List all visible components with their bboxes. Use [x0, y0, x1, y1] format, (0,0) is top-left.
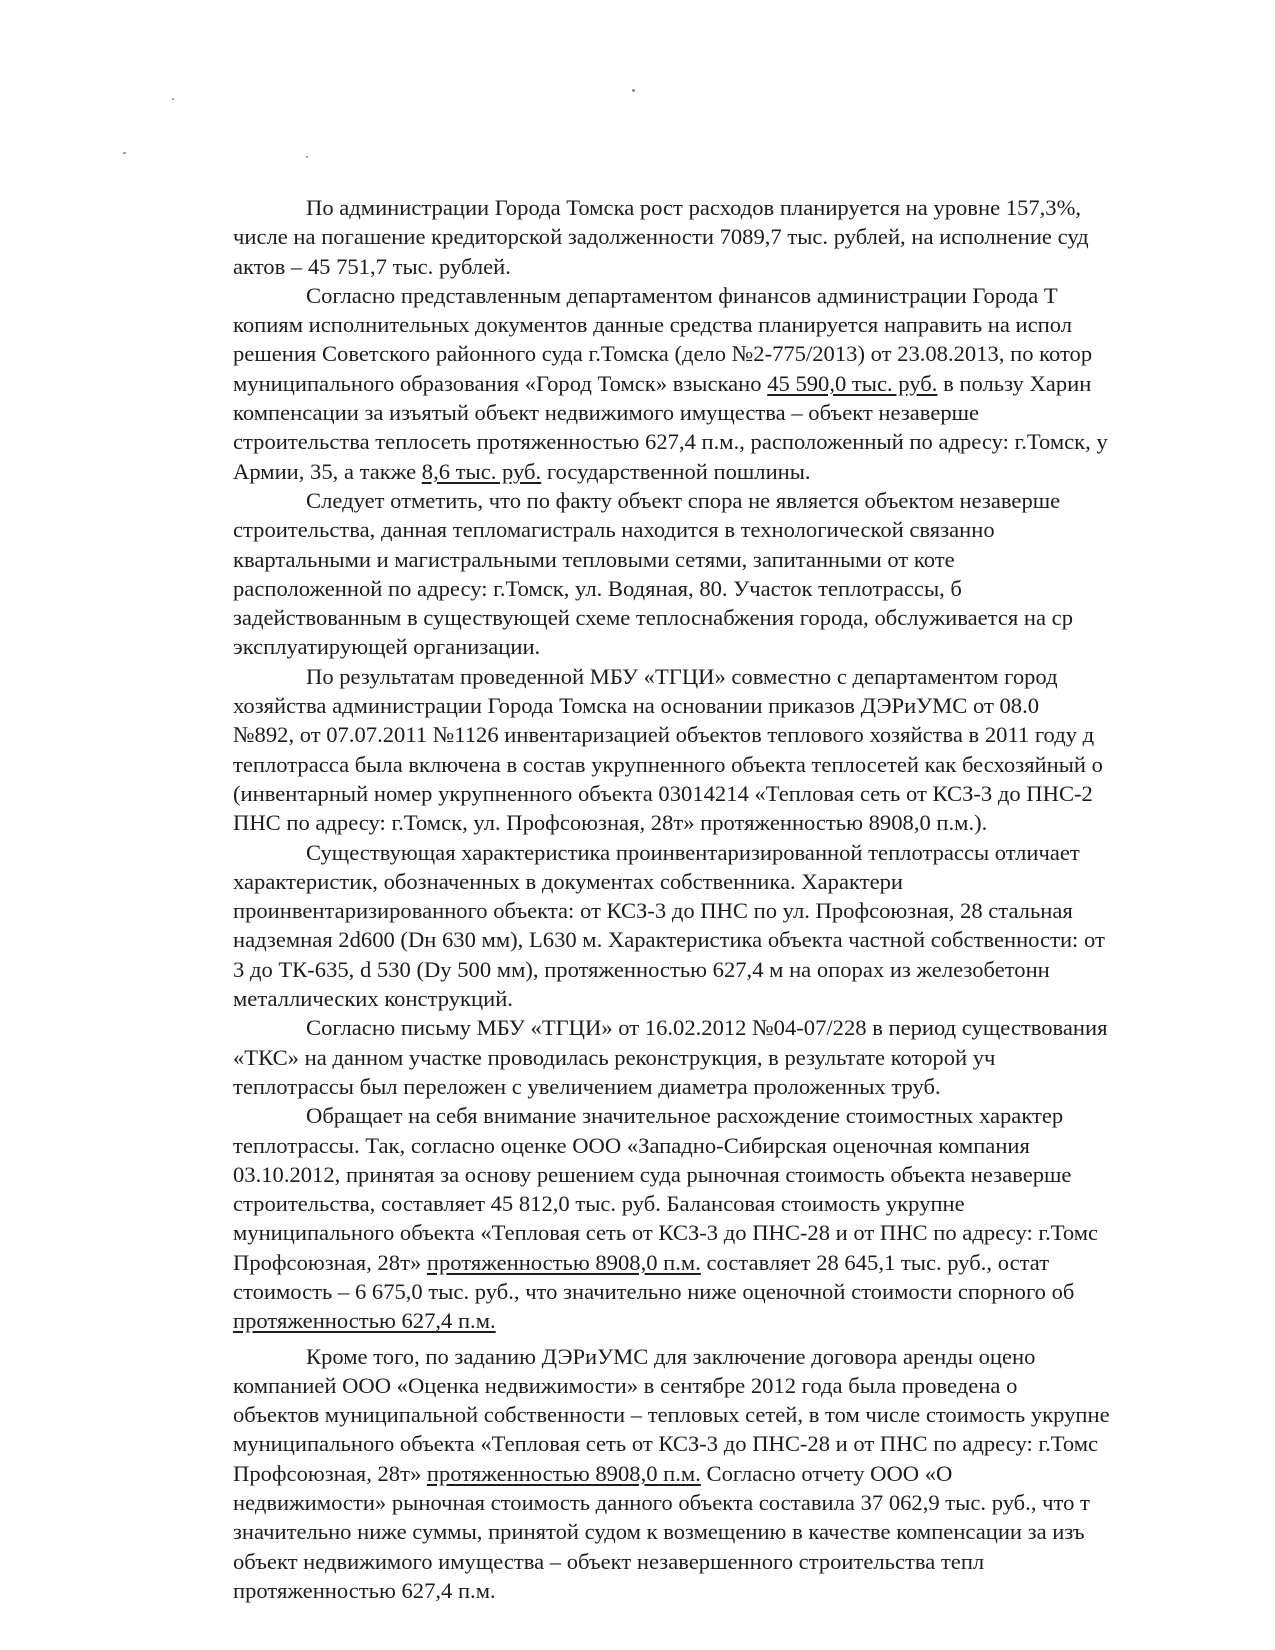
underlined-text: 45 590,0 тыс. руб.	[767, 370, 938, 396]
text-line: копиям исполнительных документов данные средства планируется направить на испол	[233, 312, 1073, 338]
paragraph	[233, 1342, 1275, 1606]
underlined-text: 8,6 тыс. руб.	[421, 458, 542, 484]
text-line: Кроме того, по заданию ДЭРиУМС для заключение договора аренды оцено	[306, 1343, 1036, 1369]
text-line: «ТКС» на данном участке проводилась реконструкция, в результате которой уч	[233, 1044, 996, 1070]
text-line: Профсоюзная, 28т» протяженностью 8908,0 п.м. Согласно отчету ООО «О	[233, 1460, 953, 1486]
text-line: По результатам проведенной МБУ «ТГЦИ» совместно с департаментом город	[306, 663, 1058, 689]
text-line	[160, 1306, 1275, 1335]
text-line: проинвентаризированного объекта: от КСЗ-3 до ПНС по ул. Профсоюзная, 28 стальная	[233, 898, 1073, 924]
text-line: 3 до ТК-635, d 530 (Dy 500 мм), протяженностью 627,4 м на опорах из железобетонн	[233, 956, 1050, 982]
text-line: строительства, данная тепломагистраль находится в технологической связанно	[233, 517, 995, 543]
paragraph	[233, 838, 1275, 1014]
text-line: №892, от 07.07.2011 №1126 инвентаризацией объектов теплового хозяйства в 2011 году д	[233, 722, 1095, 748]
underlined-text: протяженностью 8908,0 п.м.	[426, 1460, 701, 1486]
text-line: строительства, составляет 45 812,0 тыс. руб. Балансовая стоимость укрупне	[233, 1191, 965, 1217]
text-line: муниципального объекта «Тепловая сеть от КСЗ-3 до ПНС-28 и от ПНС по адресу: г.Томс	[233, 1220, 1099, 1246]
text-line: По администрации Города Томска рост расходов планируется на уровне 157,3%,	[306, 195, 1082, 220]
scan-speck	[123, 152, 126, 154]
text-line: характеристик, обозначенных в документах собственника. Характери	[233, 868, 903, 894]
text-line: Профсоюзная, 28т» протяженностью 8908,0 п.м. составляет 28 645,1 тыс. руб., остат	[233, 1249, 1050, 1275]
paragraph	[233, 281, 1275, 486]
text-line: задействованным в существующей схеме теплоснабжения города, обслуживается на ср	[233, 605, 1073, 631]
text-line: протяженностью 627,4 п.м.	[233, 1577, 496, 1603]
text-line: объект недвижимого имущества – объект незавершенного строительства тепл	[233, 1548, 985, 1574]
paragraph	[233, 486, 1275, 662]
text-line: квартальными и магистральными тепловыми сетями, запитанными от коте	[233, 546, 955, 572]
text-line: строительства теплосеть протяженностью 627,4 п.м., расположенный по адресу: г.Томск, у	[233, 429, 1108, 455]
text-line: ПНС по адресу: г.Томск, ул. Профсоюзная, 28т» протяженностью 8908,0 п.м.).	[233, 810, 988, 836]
text-line: Следует отметить, что по факту объект спора не является объектом незаверше	[306, 487, 1061, 513]
text-line: теплотрасса была включена в состав укрупненного объекта теплосетей как бесхозяйный о	[233, 751, 1103, 777]
text-line: муниципального объекта «Тепловая сеть от КСЗ-3 до ПНС-28 и от ПНС по адресу: г.Томс	[233, 1431, 1099, 1457]
text-line: Обращает на себя внимание значительное расхождение стоимостных характер	[306, 1103, 1064, 1129]
scan-speck	[632, 89, 635, 92]
text-line: числе на погашение кредиторской задолженности 7089,7 тыс. рублей, на исполнение суд	[233, 224, 1089, 250]
text-line: муниципального образования «Город Томск» взыскано 45 590,0 тыс. руб. в пользу Харин	[233, 370, 1092, 396]
text-line: Армии, 35, а также 8,6 тыс. руб. государственной пошлины.	[233, 458, 811, 484]
paragraph	[233, 193, 1275, 281]
text-line: компенсации за изъятый объект недвижимого имущества – объект незаверше	[233, 400, 980, 426]
paragraph	[233, 662, 1275, 838]
text-line: теплотрассы был переложен с увеличением диаметра проложенных труб.	[233, 1073, 941, 1099]
text-line: эксплуатирующей организации.	[233, 634, 541, 660]
paragraph	[233, 1101, 1275, 1335]
text-line: значительно ниже суммы, принятой судом к возмещению в качестве компенсации за изъ	[233, 1519, 1085, 1545]
text-line: металлических конструкций.	[233, 986, 513, 1012]
scan-speck	[306, 156, 308, 158]
text-line: актов – 45 751,7 тыс. рублей.	[233, 253, 511, 279]
paragraph	[233, 1013, 1275, 1101]
scan-speck	[172, 98, 174, 100]
text-line: Согласно представленным департаментом финансов администрации Города Т	[306, 282, 1058, 308]
text-line: Согласно письму МБУ «ТГЦИ» от 16.02.2012 №04-07/228 в период существования	[306, 1015, 1108, 1041]
text-line: хозяйства администрации Города Томска на основании приказов ДЭРиУМС от 08.0	[233, 693, 1040, 719]
underlined-text: протяженностью 8908,0 п.м.	[426, 1249, 701, 1275]
text-line: недвижимости» рыночная стоимость данного объекта составила 37 062,9 тыс. руб., что т	[233, 1490, 1090, 1516]
text-line: 03.10.2012, принятая за основу решением суда рыночная стоимость объекта незаверше	[233, 1161, 1072, 1187]
text-line: теплотрассы. Так, согласно оценке ООО «Западно-Сибирская оценочная компания	[233, 1132, 1030, 1158]
text-line: решения Советского районного суда г.Томска (дело №2-775/2013) от 23.08.2013, по котор	[233, 341, 1093, 367]
text-line: Существующая характеристика проинвентаризированной теплотрассы отличает	[306, 839, 1080, 865]
text-line: компанией ООО «Оценка недвижимости» в сентябре 2012 года была проведена о	[233, 1372, 1018, 1398]
text-line: стоимость – 6 675,0 тыс. руб., что значительно ниже оценочной стоимости спорного об	[233, 1278, 1075, 1304]
document-page	[233, 193, 1275, 1605]
text-line: расположенной по адресу: г.Томск, ул. Водяная, 80. Участок теплотрассы, б	[233, 575, 962, 601]
text-line: объектов муниципальной собственности – тепловых сетей, в том числе стоимость укрупне	[233, 1402, 1110, 1428]
underlined-text: протяженностью 627,4 п.м.	[233, 1308, 496, 1334]
text-line: (инвентарный номер укрупненного объекта 03014214 «Тепловая сеть от КСЗ-3 до ПНС-2	[233, 780, 1093, 806]
text-line: надземная 2d600 (Dн 630 мм), L630 м. Характеристика объекта частной собственности: от	[233, 927, 1105, 953]
